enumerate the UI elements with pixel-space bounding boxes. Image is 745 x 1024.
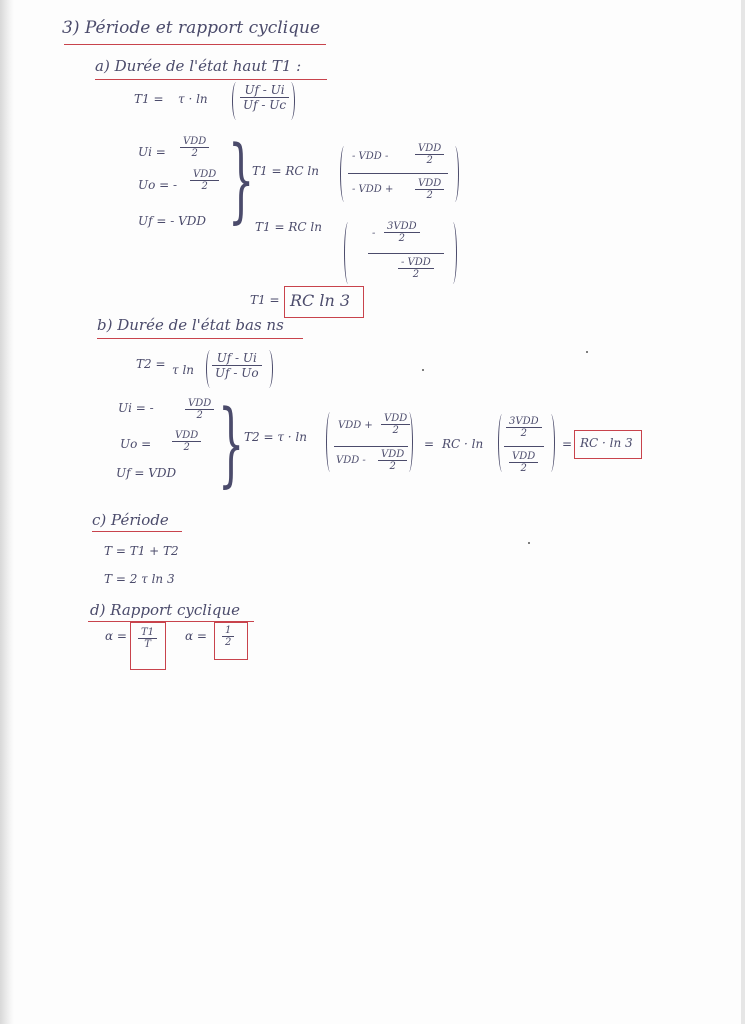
a-ui-num: VDD (183, 136, 207, 147)
page-left-edge-shadow (0, 0, 14, 1024)
b-step2-den-frac (509, 451, 538, 474)
b-t2-coef: τ ln (172, 363, 195, 377)
a-step1-num-frac-den: 2 (426, 155, 433, 166)
b-uo-num: VDD (175, 430, 199, 441)
a-step2-den-frac-num: - VDD (401, 257, 431, 268)
b-t2-lhs: T2 = (136, 357, 166, 371)
a-t1-num: Uf - Ui (244, 83, 285, 97)
a-step1-paren-right (452, 146, 459, 202)
a-ui-den: 2 (191, 148, 198, 159)
ink-speck (586, 351, 588, 353)
d-alpha1-num: T1 (141, 627, 155, 638)
c-line2: T = 2 τ ln 3 (104, 572, 175, 586)
d-alpha2-den: 2 (225, 637, 232, 648)
a-conditions-brace: } (228, 126, 255, 233)
b-t2-den: Uf - Uo (215, 366, 259, 380)
b-ui-den: 2 (196, 410, 203, 421)
d-alpha2-num: 1 (225, 625, 232, 636)
page-right-edge (741, 0, 745, 1024)
d-alpha2-fraction (222, 625, 234, 648)
a-step1-den-frac-den: 2 (426, 190, 433, 201)
a-uo-label: Uo = - (138, 178, 178, 192)
b-step2-num-frac-num: 3VDD (509, 416, 539, 427)
a-step2-num-frac-den: 2 (398, 233, 405, 244)
a-t1-paren-right (288, 82, 295, 120)
a-step1-num-frac-num: VDD (418, 143, 442, 154)
b-conditions-brace: } (218, 390, 245, 497)
d-alpha1-den: T (144, 639, 151, 650)
b-step1-den-frac-den: 2 (389, 461, 396, 472)
b-step1-num-frac-den: 2 (392, 425, 399, 436)
a-t1-coef: τ · ln (178, 92, 208, 106)
b-step2-paren-right (548, 414, 555, 472)
b-step1-main-bar (334, 446, 408, 447)
a-uo-den: 2 (201, 181, 208, 192)
a-step2-den-frac-den: 2 (412, 269, 420, 280)
b-step2-paren-left (498, 414, 505, 472)
b-step2-num-frac-den: 2 (520, 428, 527, 439)
section-d-title: d) Rapport cyclique (90, 601, 241, 619)
section-b-title: b) Durée de l'état bas ns (97, 316, 284, 334)
a-step1-main-bar (348, 173, 448, 174)
a-step1-num-a: - VDD - (352, 151, 389, 162)
b-step2-den-frac-num: VDD (512, 451, 536, 462)
b-eq2: = (562, 437, 573, 451)
d-alpha2-label: α = (185, 629, 207, 643)
b-eq1: = (424, 437, 435, 451)
ink-speck (422, 369, 424, 371)
a-t1-lhs: T1 = (134, 92, 164, 106)
a-t1-fraction (240, 83, 289, 112)
b-step2-den-frac-den: 2 (520, 463, 527, 474)
section-c-title: c) Période (92, 511, 169, 529)
a-uf-label: Uf = - VDD (138, 214, 207, 228)
a-step2-lhs: T1 = RC ln (255, 220, 322, 234)
b-uf-label: Uf = VDD (116, 466, 177, 480)
d-alpha1-label: α = (105, 629, 127, 643)
a-step2-num-frac-num: 3VDD (387, 221, 417, 232)
section-a-title: a) Durée de l'état haut T1 : (95, 57, 302, 75)
a-uo-fraction (190, 169, 219, 192)
b-step1-den-frac (378, 449, 407, 472)
c-line1: T = T1 + T2 (104, 544, 179, 558)
a-step1-lhs: T1 = RC ln (252, 164, 319, 178)
b-step1-paren-left (326, 412, 333, 472)
a-step2-paren-left (344, 222, 351, 284)
a-step2-den-frac (398, 257, 434, 280)
b-step2-lhs: RC · ln (442, 437, 484, 451)
b-uo-fraction (172, 430, 201, 453)
b-uo-label: Uo = (120, 437, 152, 451)
b-ui-num: VDD (188, 398, 212, 409)
section-a-underline (95, 79, 327, 80)
a-step1-paren-left (340, 146, 347, 202)
a-result-text: RC ln 3 (290, 291, 351, 310)
b-t2-fraction (212, 351, 262, 380)
a-step1-den-a: - VDD + (352, 184, 394, 195)
main-title: 3) Période et rapport cyclique (62, 18, 321, 38)
ink-speck (528, 542, 530, 544)
a-step1-den-frac-num: VDD (418, 178, 442, 189)
a-step2-main-bar (368, 253, 444, 254)
a-step2-paren-right (450, 222, 457, 284)
a-ui-label: Ui = (138, 145, 166, 159)
b-step1-lhs: T2 = τ · ln (244, 430, 307, 444)
d-alpha1-fraction (138, 627, 157, 650)
a-step1-num-frac (415, 143, 444, 166)
b-step1-num-frac-num: VDD (384, 413, 408, 424)
b-t2-paren-right (266, 350, 273, 388)
a-result-lhs: T1 = (250, 293, 280, 307)
a-step2-num-sign: - (372, 228, 376, 239)
a-t1-den: Uf - Uc (243, 98, 287, 112)
a-uo-num: VDD (193, 169, 217, 180)
section-c-underline (92, 531, 182, 532)
b-step1-den-a: VDD - (336, 455, 366, 466)
a-step1-den-frac (415, 178, 444, 201)
section-b-underline (97, 338, 303, 339)
b-step2-main-bar (504, 446, 544, 447)
b-t2-num: Uf - Ui (216, 351, 257, 365)
a-t1-paren-left (232, 82, 239, 120)
b-step1-num-a: VDD + (338, 420, 373, 431)
b-ui-fraction (185, 398, 214, 421)
b-uo-den: 2 (183, 442, 190, 453)
b-step1-den-frac-num: VDD (381, 449, 405, 460)
b-result-text: RC · ln 3 (580, 436, 633, 450)
b-step1-paren-right (406, 412, 413, 472)
main-title-underline (64, 44, 326, 45)
b-ui-label: Ui = - (118, 401, 154, 415)
a-ui-fraction (180, 136, 209, 159)
b-step2-num-frac (506, 416, 542, 439)
a-step2-num-frac (384, 221, 420, 244)
